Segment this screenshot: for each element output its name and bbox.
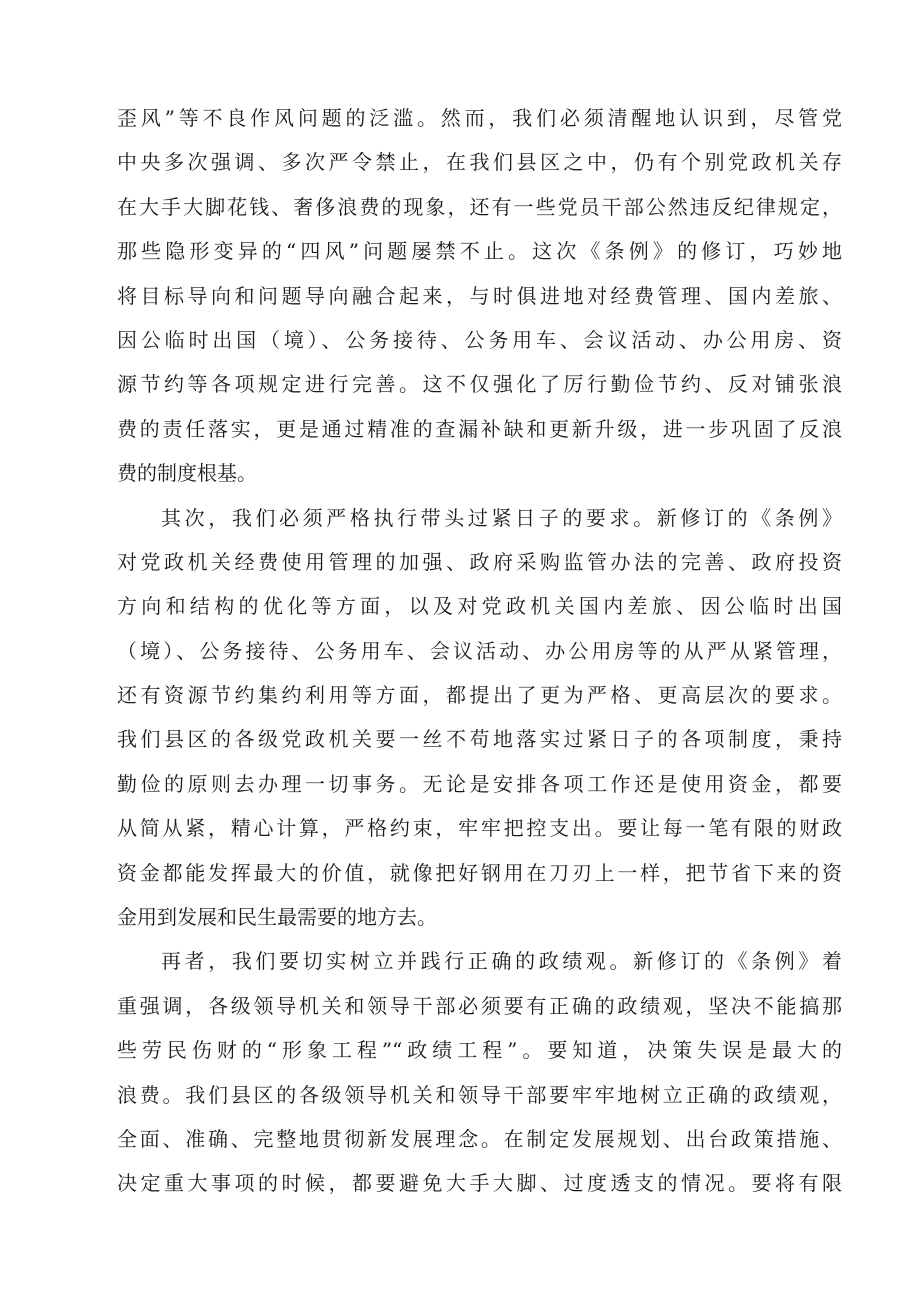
text-line: 浪费。我们县区的各级领导机关和领导干部要牢牢地树立正确的政绩观， [117, 1082, 842, 1107]
text-line: 源节约等各项规定进行完善。这不仅强化了厉行勤俭节约、反对铺张浪 [117, 372, 842, 397]
text-line: 重强调，各级领导机关和领导干部必须要有正确的政绩观，坚决不能搞那 [117, 993, 842, 1018]
text-line: 方向和结构的优化等方面，以及对党政机关国内差旅、因公临时出国 [117, 594, 842, 619]
text-line: 歪风”等不良作风问题的泛滥。然而，我们必须清醒地认识到，尽管党 [117, 106, 842, 130]
text-line: 中央多次强调、多次严令禁止，在我们县区之中，仍有个别党政机关存 [117, 150, 842, 175]
text-line: 决定重大事项的时候，都要避免大手大脚、过度透支的情况。要将有限 [117, 1171, 842, 1196]
text-line: 我们县区的各级党政机关要一丝不苟地落实过紧日子的各项制度，秉持 [117, 727, 842, 752]
text-line: 全面、准确、完整地贯彻新发展理念。在制定发展规划、出台政策措施、 [117, 1126, 842, 1151]
text-line: 在大手大脚花钱、奢侈浪费的现象，还有一些党员干部公然违反纪律规定， [117, 194, 842, 219]
paragraph-first-line: 其次，我们必须严格执行带头过紧日子的要求。新修订的《条例》 [161, 505, 842, 530]
text-line: 对党政机关经费使用管理的加强、政府采购监管办法的完善、政府投资 [117, 549, 842, 574]
text-line: 那些隐形变异的“四风”问题屡禁不止。这次《条例》的修订，巧妙地 [117, 239, 842, 264]
text-line: 资金都能发挥最大的价值，就像把好钢用在刀刃上一样，把节省下来的资 [117, 860, 842, 885]
text-line: （境）、公务接待、公务用车、会议活动、办公用房等的从严从紧管理， [117, 638, 842, 663]
text-line: 金用到发展和民生最需要的地方去。 [117, 905, 437, 930]
paragraph-first-line: 再者，我们要切实树立并践行正确的政绩观。新修订的《条例》着 [161, 949, 842, 974]
text-line: 从简从紧，精心计算，严格约束，牢牢把控支出。要让每一笔有限的财政 [117, 816, 842, 841]
text-line: 些劳民伤财的“形象工程”“政绩工程”。要知道，决策失误是最大的 [117, 1038, 842, 1063]
text-line: 费的责任落实，更是通过精准的查漏补缺和更新升级，进一步巩固了反浪 [117, 416, 842, 441]
text-line: 因公临时出国（境）、公务接待、公务用车、会议活动、办公用房、资 [117, 327, 842, 352]
document-body [117, 96, 842, 1206]
text-line: 费的制度根基。 [117, 461, 257, 486]
text-line: 勤俭的原则去办理一切事务。无论是安排各项工作还是使用资金，都要 [117, 771, 842, 796]
text-line: 将目标导向和问题导向融合起来，与时俱进地对经费管理、国内差旅、 [117, 283, 842, 308]
text-line: 还有资源节约集约利用等方面，都提出了更为严格、更高层次的要求。 [117, 683, 842, 708]
